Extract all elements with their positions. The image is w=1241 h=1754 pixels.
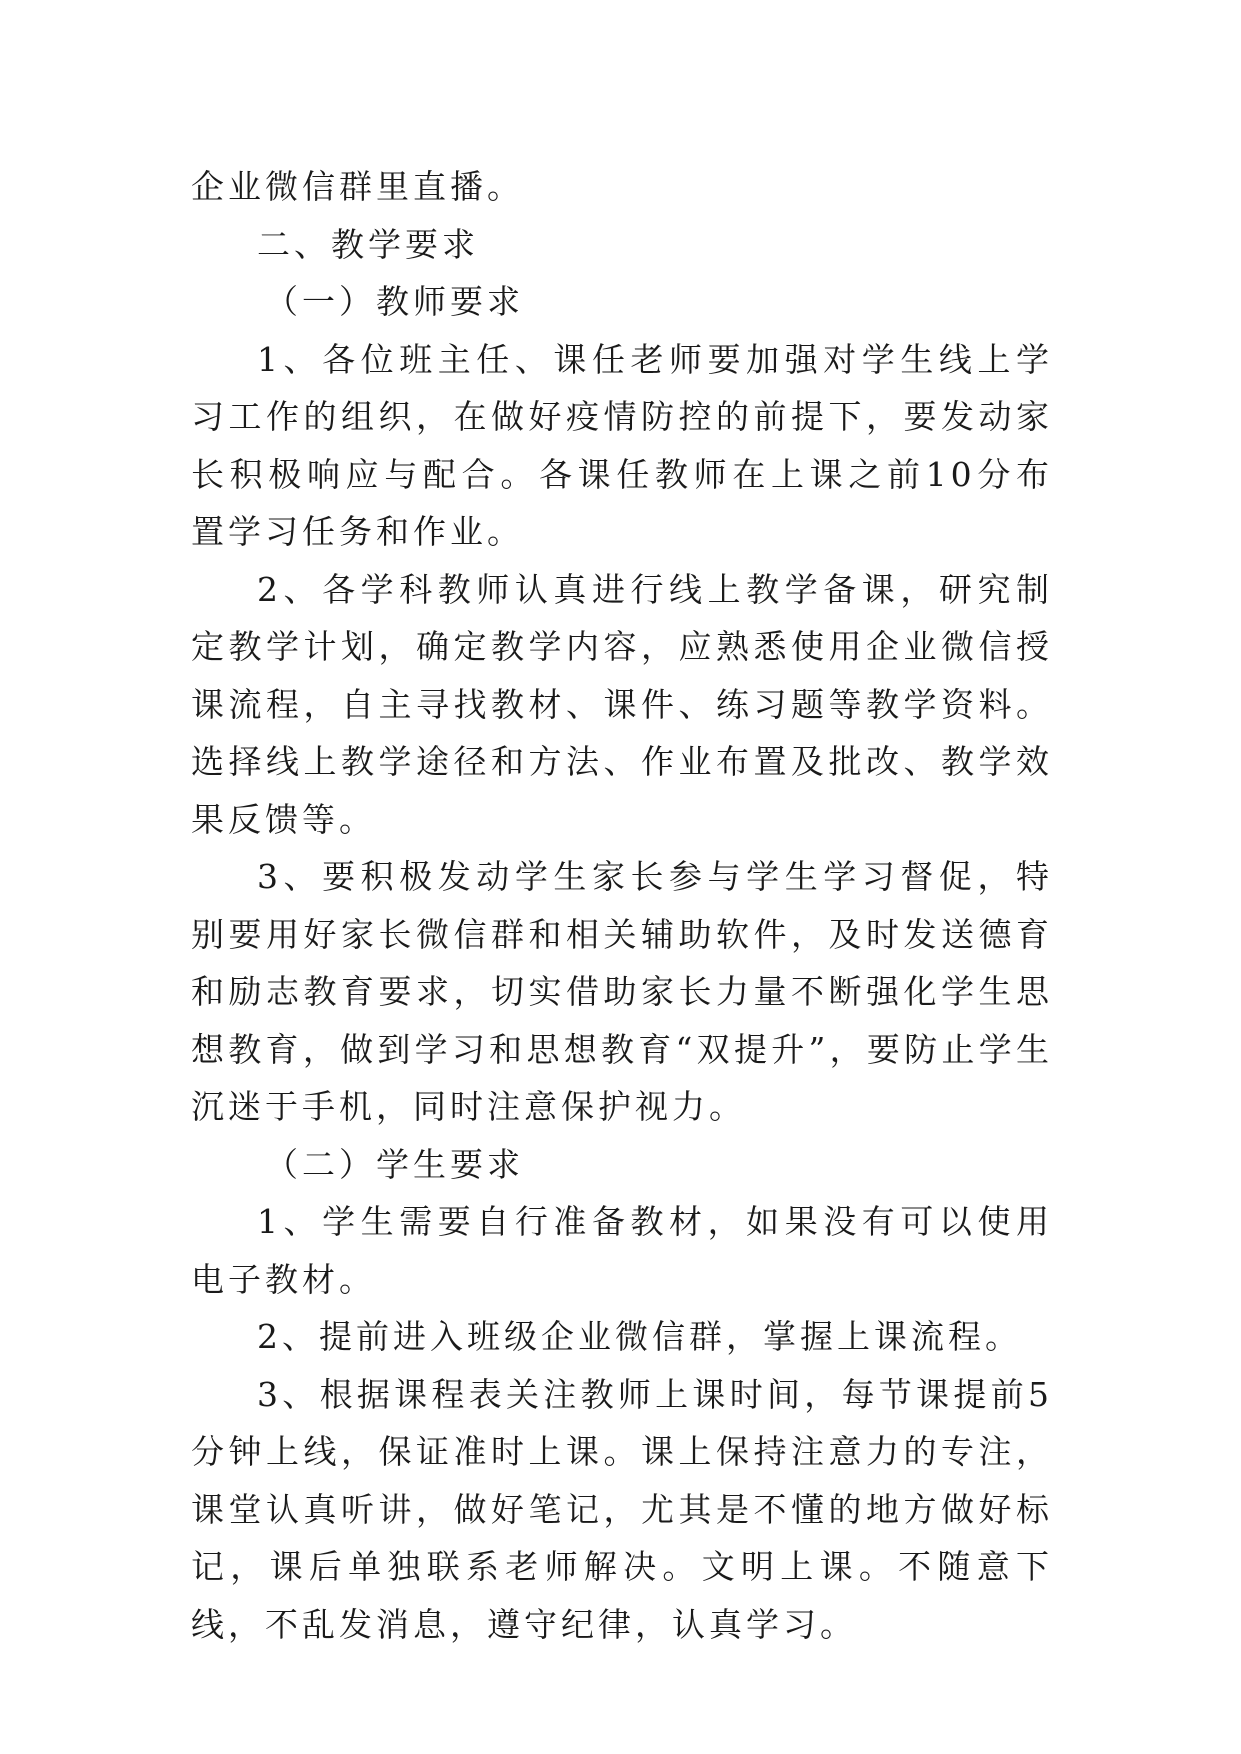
subsection-heading-teacher-requirements: （一）教师要求 xyxy=(265,282,524,321)
subsection-heading-student-requirements: （二）学生要求 xyxy=(265,1144,524,1184)
document-body xyxy=(191,158,1053,1653)
paragraph-teacher-3: 3、要积极发动学生家长参与学生学习督促，特别要用好家长微信群和相关辅助软件，及时发送德育和励志教育要求，切实借助家长力量不断强化学生思想教育，做到学习和思想教育“双提升”，要防止学生沉迷于手机，同时注意保护视力。 xyxy=(191,857,1053,1126)
paragraph-teacher-1: 1、各位班主任、课任老师要加强对学生线上学习工作的组织，在做好疫情防控的前提下，要发动家长积极响应与配合。各课任教师在上课之前10分布置学习任务和作业。 xyxy=(191,339,1053,551)
paragraph-student-1: 1、学生需要自行准备教材，如果没有可以使用电子教材。 xyxy=(191,1202,1053,1299)
paragraph-continued: 企业微信群里直播。 xyxy=(191,167,524,206)
paragraph-student-2: 2、提前进入班级企业微信群，掌握上课流程。 xyxy=(257,1317,1022,1356)
paragraph-teacher-2: 2、各学科教师认真进行线上教学备课，研究制定教学计划，确定教学内容，应熟悉使用企业微信授课流程，自主寻找教材、课件、练习题等教学资料。选择线上教学途径和方法、作业布置及批改、教学效果反馈等。 xyxy=(191,569,1053,839)
paragraph-student-3: 3、根据课程表关注教师上课时间，每节课提前5分钟上线，保证准时上课。课上保持注意力的专注，课堂认真听讲，做好笔记，尤其是不懂的地方做好标记，课后单独联系老师解决。文明上课。不随意下线，不乱发消息，遵守纪律，认真学习。 xyxy=(191,1374,1053,1644)
section-heading-teaching-requirements: 二、教学要求 xyxy=(257,224,479,264)
